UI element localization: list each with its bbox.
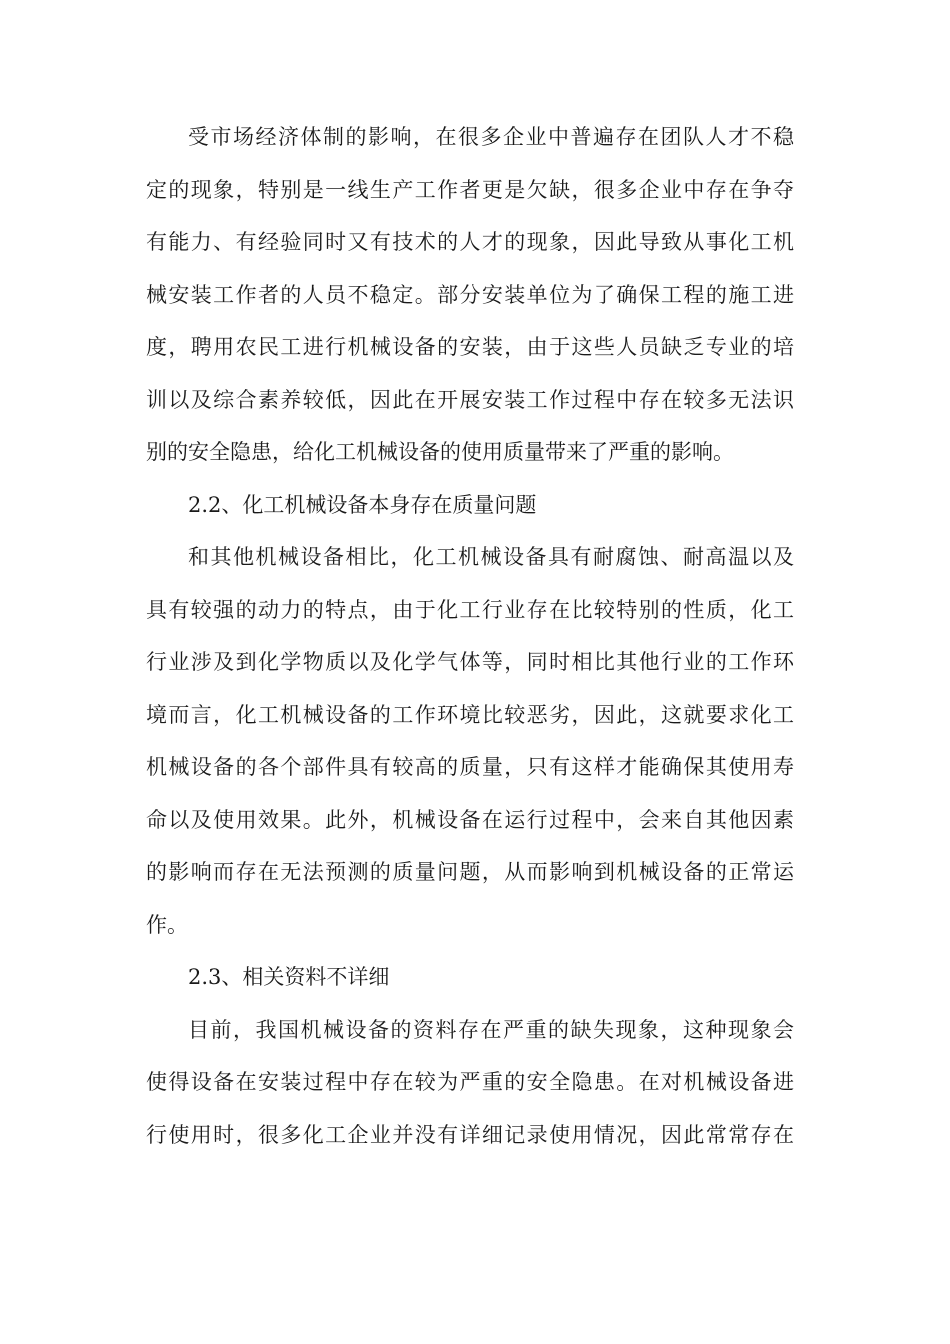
text-line: 使得设备在安装过程中存在较为严重的安全隐患。在对机械设备进 [146, 1070, 794, 1094]
text-line: 行业涉及到化学物质以及化学气体等，同时相比其他行业的工作环 [146, 650, 794, 674]
text-line: 具有较强的动力的特点，由于化工行业存在比较特别的性质，化工 [146, 597, 794, 622]
text-line: 机械设备的各个部件具有较高的质量，只有这样才能确保其使用寿 [146, 755, 794, 779]
section-heading-2-3: 2.3、相关资料不详细 [188, 965, 390, 989]
text-line: 有能力、有经验同时又有技术的人才的现象，因此导致从事化工机 [146, 230, 794, 254]
text-line: 定的现象，特别是一线生产工作者更是欠缺，很多企业中存在争夺 [146, 177, 794, 202]
text-line: 受市场经济体制的影响，在很多企业中普遍存在团队人才不稳 [188, 125, 794, 149]
text-line: 度，聘用农民工进行机械设备的安装，由于这些人员缺乏专业的培 [146, 335, 794, 359]
text-line: 境而言，化工机械设备的工作环境比较恶劣，因此，这就要求化工 [146, 702, 794, 727]
text-line: 和其他机械设备相比，化工机械设备具有耐腐蚀、耐高温以及 [188, 545, 794, 569]
document-page [146, 111, 794, 1161]
text-line: 行使用时，很多化工企业并没有详细记录使用情况，因此常常存在 [146, 1122, 794, 1147]
text-line: 械安装工作者的人员不稳定。部分安装单位为了确保工程的施工进 [146, 282, 794, 307]
section-heading-2-2: 2.2、化工机械设备本身存在质量问题 [188, 492, 537, 517]
text-line: 命以及使用效果。此外，机械设备在运行过程中，会来自其他因素 [146, 807, 794, 832]
paragraph-equipment-quality [146, 531, 794, 951]
text-line: 训以及综合素养较低，因此在开展安装工作过程中存在较多无法识 [146, 387, 794, 412]
paragraph-documentation [146, 1004, 794, 1162]
text-line: 别的安全隐患，给化工机械设备的使用质量带来了严重的影响。 [146, 440, 734, 464]
text-line: 作。 [146, 912, 188, 937]
text-line: 的影响而存在无法预测的质量问题，从而影响到机械设备的正常运 [146, 860, 794, 884]
paragraph-personnel-instability [146, 111, 794, 479]
text-line: 目前，我国机械设备的资料存在严重的缺失现象，这种现象会 [188, 1017, 794, 1042]
